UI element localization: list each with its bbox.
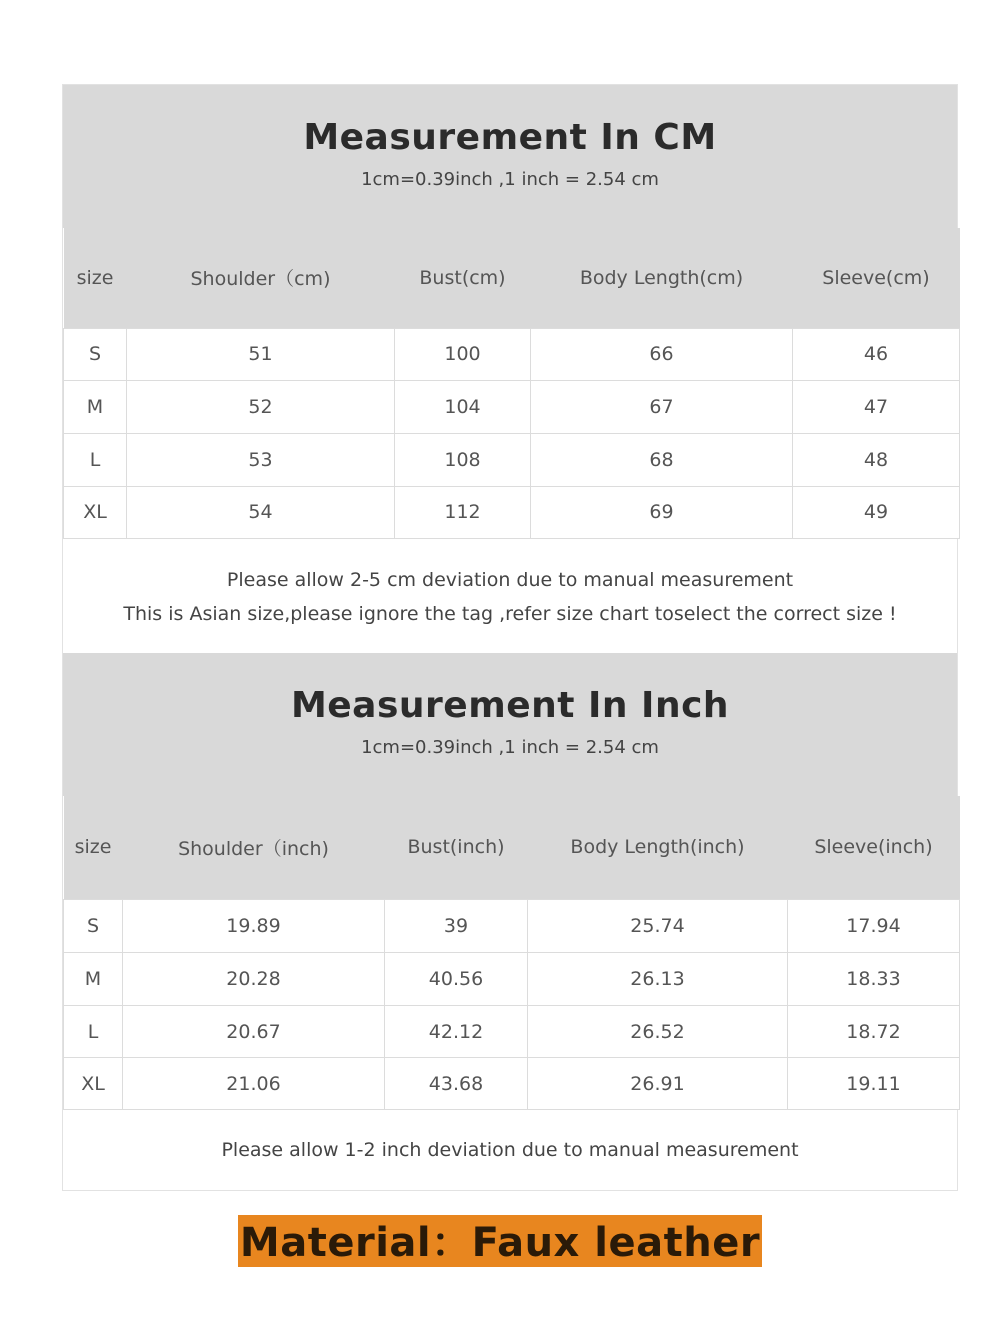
table-cell: 100 bbox=[395, 328, 531, 380]
material-label: Material：Faux leather bbox=[238, 1215, 762, 1267]
table-cell: L bbox=[64, 433, 127, 486]
cm-note bbox=[63, 539, 957, 653]
table-cell: 19.11 bbox=[788, 1058, 960, 1110]
cm-note-line1: Please allow 2-5 cm deviation due to manual measurement bbox=[226, 568, 794, 591]
column-header: Shoulder（inch) bbox=[123, 796, 385, 900]
table-row bbox=[64, 1006, 960, 1058]
cm-title: Measurement In CM bbox=[303, 117, 717, 158]
inch-table bbox=[63, 796, 960, 1111]
table-cell: 20.28 bbox=[123, 953, 385, 1006]
table-cell: L bbox=[64, 1006, 123, 1058]
table-cell: 17.94 bbox=[788, 900, 960, 953]
table-cell: 46 bbox=[793, 328, 960, 380]
table-cell: 52 bbox=[127, 380, 395, 433]
table-cell: S bbox=[64, 900, 123, 953]
table-cell: 19.89 bbox=[123, 900, 385, 953]
table-row bbox=[64, 328, 960, 380]
column-header: Body Length(cm) bbox=[531, 228, 793, 328]
column-header: Body Length(inch) bbox=[528, 796, 788, 900]
table-cell: M bbox=[64, 380, 127, 433]
table-cell: 112 bbox=[395, 486, 531, 538]
table-cell: 53 bbox=[127, 433, 395, 486]
cm-subtitle: 1cm=0.39inch ,1 inch = 2.54 cm bbox=[361, 169, 659, 190]
table-cell: 26.91 bbox=[528, 1058, 788, 1110]
cm-header bbox=[63, 85, 957, 228]
table-cell: XL bbox=[64, 486, 127, 538]
inch-subtitle: 1cm=0.39inch ,1 inch = 2.54 cm bbox=[361, 736, 659, 758]
column-header: Bust(cm) bbox=[395, 228, 531, 328]
table-cell: 69 bbox=[531, 486, 793, 538]
size-chart bbox=[62, 84, 958, 1191]
table-cell: 20.67 bbox=[123, 1006, 385, 1058]
cm-header-row bbox=[64, 228, 960, 328]
table-cell: 18.33 bbox=[788, 953, 960, 1006]
table-cell: 108 bbox=[395, 433, 531, 486]
inch-note-line1: Please allow 1-2 inch deviation due to manual measurement bbox=[221, 1139, 799, 1161]
table-cell: 68 bbox=[531, 433, 793, 486]
table-row bbox=[64, 433, 960, 486]
inch-note bbox=[63, 1110, 957, 1190]
inch-header bbox=[63, 653, 957, 796]
table-cell: 26.13 bbox=[528, 953, 788, 1006]
table-cell: 104 bbox=[395, 380, 531, 433]
column-header: Bust(inch) bbox=[385, 796, 528, 900]
table-cell: 47 bbox=[793, 380, 960, 433]
table-cell: 66 bbox=[531, 328, 793, 380]
column-header: Sleeve(cm) bbox=[793, 228, 960, 328]
table-cell: 18.72 bbox=[788, 1006, 960, 1058]
column-header: size bbox=[64, 228, 127, 328]
table-row bbox=[64, 380, 960, 433]
table-cell: 51 bbox=[127, 328, 395, 380]
cm-note-line2: This is Asian size,please ignore the tag ,refer size chart toselect the correct size ! bbox=[123, 602, 897, 625]
column-header: Shoulder（cm) bbox=[127, 228, 395, 328]
table-cell: 25.74 bbox=[528, 900, 788, 953]
cm-table bbox=[63, 228, 960, 539]
table-cell: S bbox=[64, 328, 127, 380]
inch-title: Measurement In Inch bbox=[290, 684, 730, 726]
table-cell: 67 bbox=[531, 380, 793, 433]
table-cell: 54 bbox=[127, 486, 395, 538]
table-cell: M bbox=[64, 953, 123, 1006]
table-cell: 48 bbox=[793, 433, 960, 486]
inch-header-row bbox=[64, 796, 960, 900]
table-row bbox=[64, 1058, 960, 1110]
table-cell: 42.12 bbox=[385, 1006, 528, 1058]
table-cell: XL bbox=[64, 1058, 123, 1110]
column-header: size bbox=[64, 796, 123, 900]
table-cell: 49 bbox=[793, 486, 960, 538]
table-row bbox=[64, 953, 960, 1006]
table-row bbox=[64, 900, 960, 953]
table-cell: 39 bbox=[385, 900, 528, 953]
table-cell: 40.56 bbox=[385, 953, 528, 1006]
table-cell: 26.52 bbox=[528, 1006, 788, 1058]
material-banner bbox=[0, 1215, 1000, 1267]
table-row bbox=[64, 486, 960, 538]
table-cell: 21.06 bbox=[123, 1058, 385, 1110]
table-cell: 43.68 bbox=[385, 1058, 528, 1110]
column-header: Sleeve(inch) bbox=[788, 796, 960, 900]
